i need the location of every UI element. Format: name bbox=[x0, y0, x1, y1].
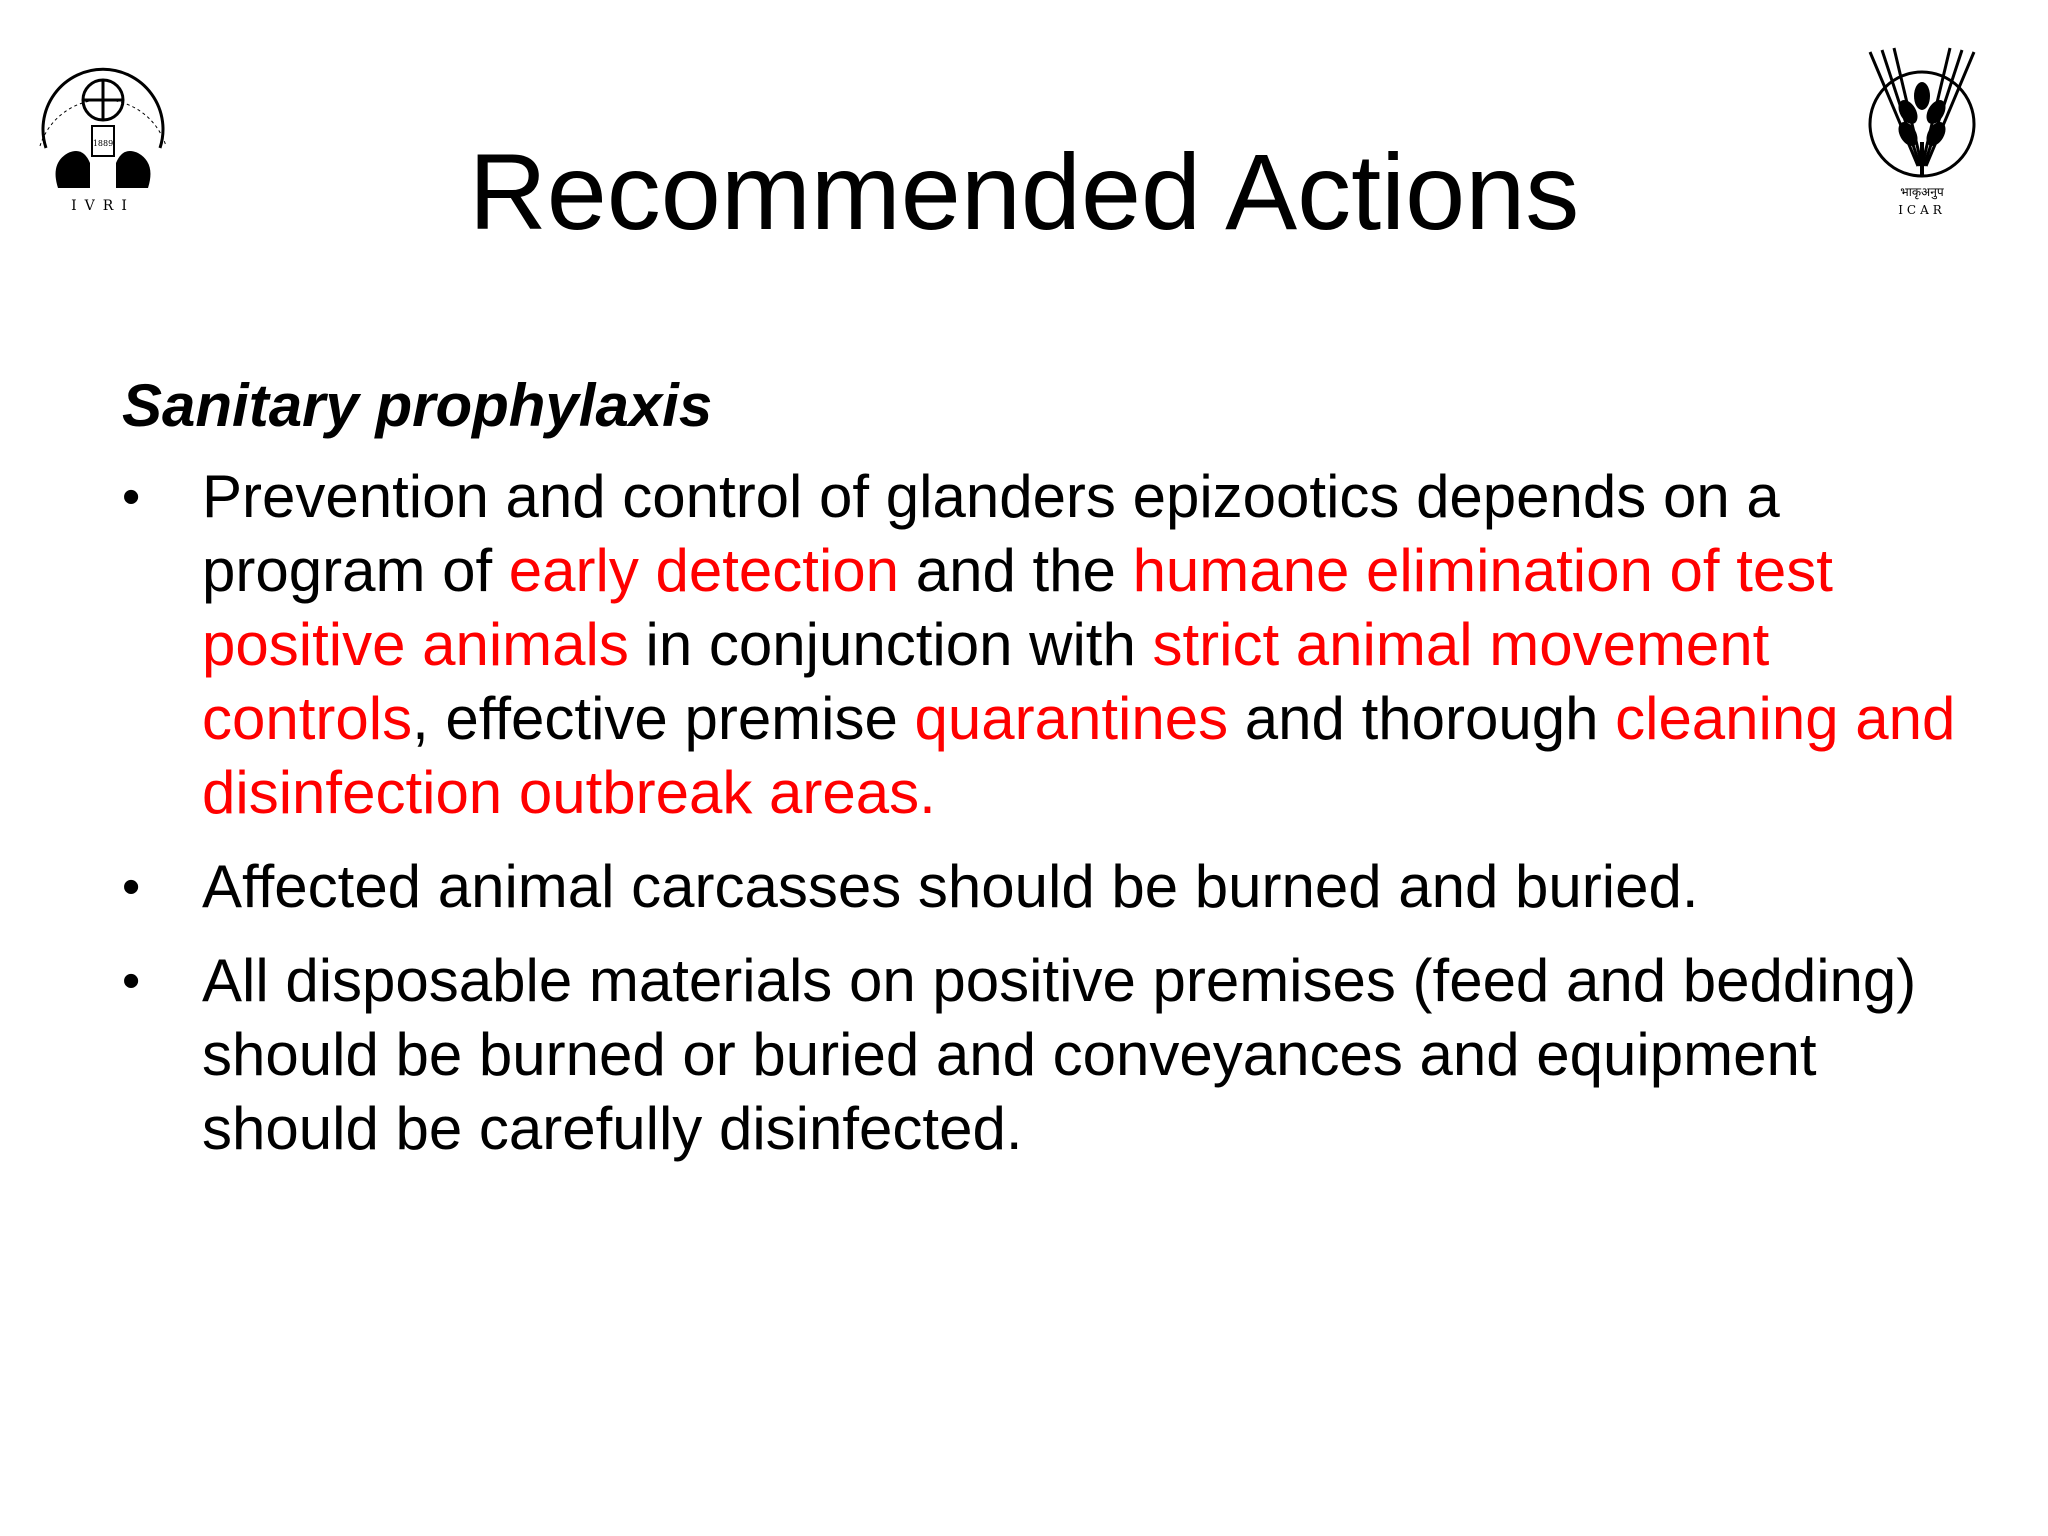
bullet-text: Affected animal carcasses should be burned and buried. bbox=[202, 853, 1699, 920]
bullet-icon: • bbox=[122, 952, 141, 1010]
emphasis-text: early detection bbox=[508, 537, 900, 604]
bullet-item bbox=[122, 460, 1982, 830]
bullet-icon: • bbox=[122, 858, 141, 916]
emphasis-text: strict animal movement controls bbox=[202, 611, 1770, 752]
bullet-icon: • bbox=[122, 468, 141, 526]
bullet-item bbox=[122, 850, 1982, 924]
section-subheading: Sanitary prophylaxis bbox=[122, 372, 713, 439]
emphasis-text: humane elimination of test positive animals bbox=[202, 537, 1833, 678]
svg-text:भाकृअनुप: भाकृअनुप bbox=[1900, 185, 1944, 199]
svg-text:ICAR: ICAR bbox=[1898, 203, 1946, 217]
emphasis-text: quarantines bbox=[914, 685, 1229, 752]
bullet-text: Prevention and control of glanders epizootics depends on a program of early detection and the humane elimination of test positive animals in conjunction with strict animal movement controls, effective premise quarantines and thorough cleaning and disinfection outbreak areas. bbox=[202, 463, 1956, 826]
emphasis-text: cleaning and disinfection outbreak areas. bbox=[202, 685, 1956, 826]
bullet-text: All disposable materials on positive premises (feed and bedding) should be burned or buried and conveyances and equipment should be carefully disinfected. bbox=[202, 947, 1917, 1162]
bullet-list bbox=[122, 460, 1982, 1186]
bullet-item bbox=[122, 944, 1982, 1166]
svg-text:IVRI: IVRI bbox=[71, 198, 135, 214]
svg-text:1889: 1889 bbox=[92, 139, 114, 148]
slide-title: Recommended Actions bbox=[468, 131, 1580, 252]
